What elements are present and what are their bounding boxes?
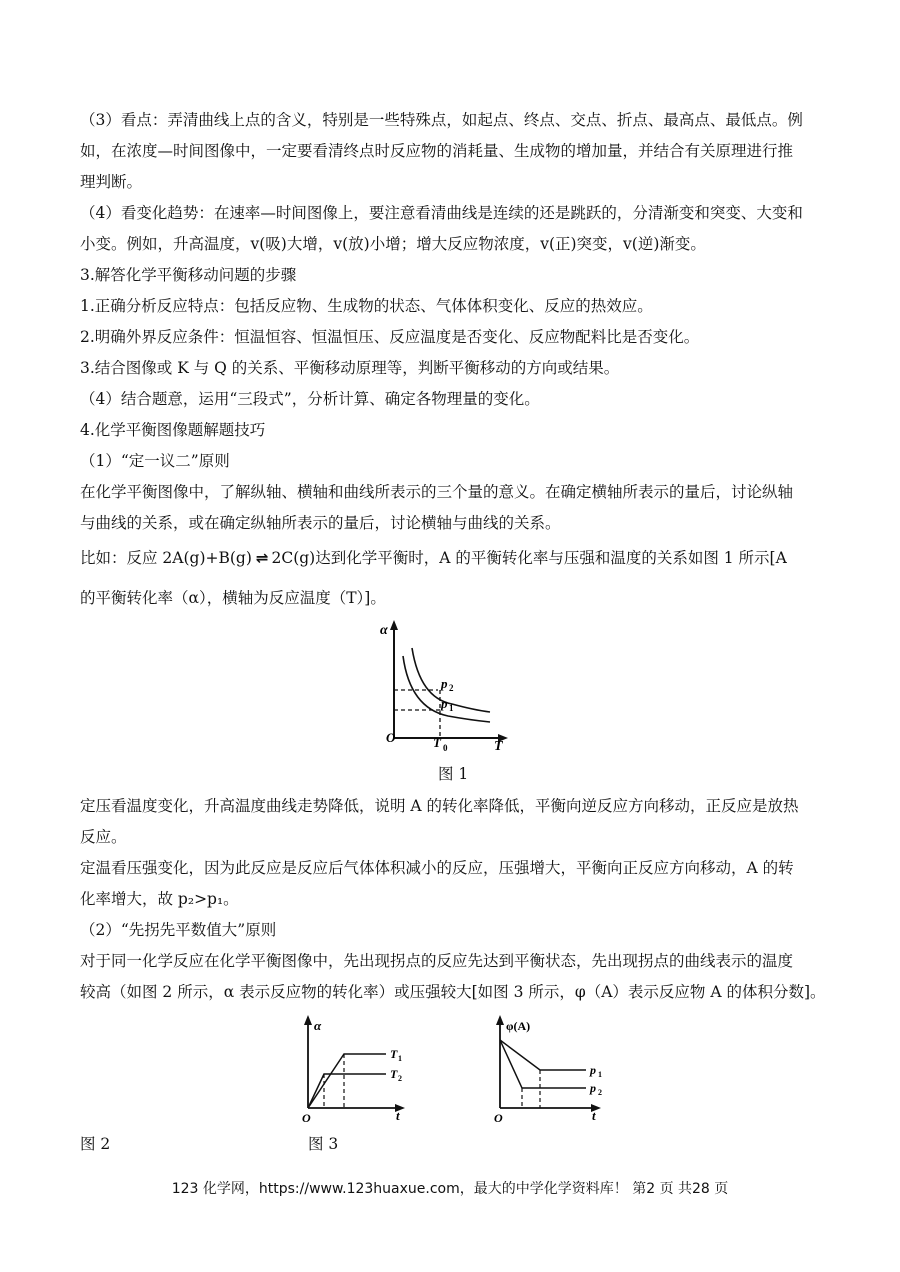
x-axis-label: t xyxy=(396,1108,400,1123)
list-item: 3.结合图像或 K 与 Q 的关系、平衡移动原理等，判断平衡移动的方向或结果。 xyxy=(80,359,620,377)
x-mark-label: T xyxy=(433,735,441,750)
figure-3 xyxy=(486,1012,616,1124)
paragraph-line: 小变。例如，升高温度，v(吸)大增，v(放)小增；增大反应物浓度，v(正)突变，v(逆)渐变。 xyxy=(80,235,706,253)
curve-top-subscript: 1 xyxy=(398,1054,402,1063)
example-text-before: 比如：反应 2A(g)+B(g) xyxy=(80,549,252,567)
paragraph-line: 较高（如图 2 所示，α 表示反应物的转化率）或压强较大[如图 3 所示，φ（A）表示反应物 A 的体积分数]。 xyxy=(80,983,826,1001)
curve-top-subscript: 2 xyxy=(449,683,454,693)
x-axis-label: t xyxy=(592,1108,596,1123)
paragraph-line: 对于同一化学反应在化学平衡图像中，先出现拐点的反应先达到平衡状态，先出现拐点的曲线表示的温度 xyxy=(80,952,794,970)
section-heading: 4.化学平衡图像题解题技巧 xyxy=(80,421,266,439)
paragraph-line: （4）看变化趋势：在速率—时间图像上，要注意看清曲线是连续的还是跳跃的，分清渐变和突变、大变和 xyxy=(80,204,803,222)
equilibrium-arrow-icon: ⇌ xyxy=(255,549,268,567)
origin-label: O xyxy=(494,1111,503,1124)
page-footer: 123 化学网，https://www.123huaxue.com，最大的中学化学资料库！ 第2 页 共28 页 xyxy=(171,1181,729,1197)
y-axis-arrow-icon xyxy=(304,1015,312,1025)
paragraph-line: 定压看温度变化，升高温度曲线走势降低，说明 A 的转化率降低，平衡向逆反应方向移动，正反应是放热 xyxy=(80,797,799,815)
y-axis-label: φ(A) xyxy=(506,1019,531,1033)
curve-top-label: p xyxy=(590,1063,596,1077)
curve-bottom-label: p xyxy=(441,696,448,711)
curve-top-subscript: 1 xyxy=(598,1070,602,1079)
y-axis-label: α xyxy=(380,623,388,638)
paragraph-line: 的平衡转化率（α），横轴为反应温度（T）]。 xyxy=(80,589,386,607)
figure-3-caption: 图 3 xyxy=(308,1135,339,1153)
example-text-after: 2C(g)达到化学平衡时，A 的平衡转化率与压强和温度的关系如图 1 所示[A xyxy=(271,549,787,567)
y-axis-label: α xyxy=(314,1018,322,1033)
curve-bottom xyxy=(500,1040,586,1088)
figure-2-caption: 图 2 xyxy=(80,1135,111,1153)
paragraph-line: （3）看点：弄清曲线上点的含义，特别是一些特殊点，如起点、终点、交点、折点、最高点、最低点。例 xyxy=(80,111,803,129)
example-line xyxy=(80,548,825,568)
paragraph-line: 理判断。 xyxy=(80,173,143,191)
x-mark-subscript: 0 xyxy=(443,743,448,752)
y-axis-arrow-icon xyxy=(390,620,398,630)
figure-1-caption: 图 1 xyxy=(438,765,469,783)
curve-bottom-subscript: 2 xyxy=(598,1088,602,1097)
figure-1 xyxy=(378,618,518,752)
curve-bottom-subscript: 2 xyxy=(398,1074,402,1083)
curve-top-label: p xyxy=(441,676,448,691)
subsection-heading: （1）“定一议二”原则 xyxy=(80,452,230,470)
curve-top xyxy=(500,1040,586,1070)
y-axis-arrow-icon xyxy=(496,1015,504,1025)
list-item: 2.明确外界反应条件：恒温恒容、恒温恒压、反应温度是否变化、反应物配料比是否变化。 xyxy=(80,328,700,346)
curve-bottom-label: p xyxy=(590,1081,596,1095)
origin-label: O xyxy=(302,1111,311,1124)
paragraph-line: 与曲线的关系，或在确定纵轴所表示的量后，讨论横轴与曲线的关系。 xyxy=(80,514,561,532)
paragraph-line: 反应。 xyxy=(80,828,127,846)
paragraph-line: 在化学平衡图像中，了解纵轴、横轴和曲线所表示的三个量的意义。在确定横轴所表示的量后，讨论纵轴 xyxy=(80,483,794,501)
subsection-heading: （2）“先拐先平数值大”原则 xyxy=(80,921,277,939)
figure-2 xyxy=(294,1012,414,1124)
paragraph-line: 定温看压强变化，因为此反应是反应后气体体积减小的反应，压强增大，平衡向正反应方向移动，A 的转 xyxy=(80,859,794,877)
curve-bottom-label: T xyxy=(390,1067,398,1081)
curve-bottom-subscript: 1 xyxy=(449,703,454,713)
paragraph-line: 如，在浓度—时间图像中，一定要看清终点时反应物的消耗量、生成物的增加量，并结合有关原理进行推 xyxy=(80,142,794,160)
list-item: （4）结合题意，运用“三段式”，分析计算、确定各物理量的变化。 xyxy=(80,390,540,408)
paragraph-line: 化率增大，故 p₂>p₁。 xyxy=(80,890,239,908)
section-heading: 3.解答化学平衡移动问题的步骤 xyxy=(80,266,297,284)
list-item: 1.正确分析反应特点：包括反应物、生成物的状态、气体体积变化、反应的热效应。 xyxy=(80,297,653,315)
origin-label: O xyxy=(386,730,396,745)
curve-top-label: T xyxy=(390,1047,398,1061)
x-axis-label: T xyxy=(494,739,503,752)
curve-top xyxy=(308,1054,386,1108)
